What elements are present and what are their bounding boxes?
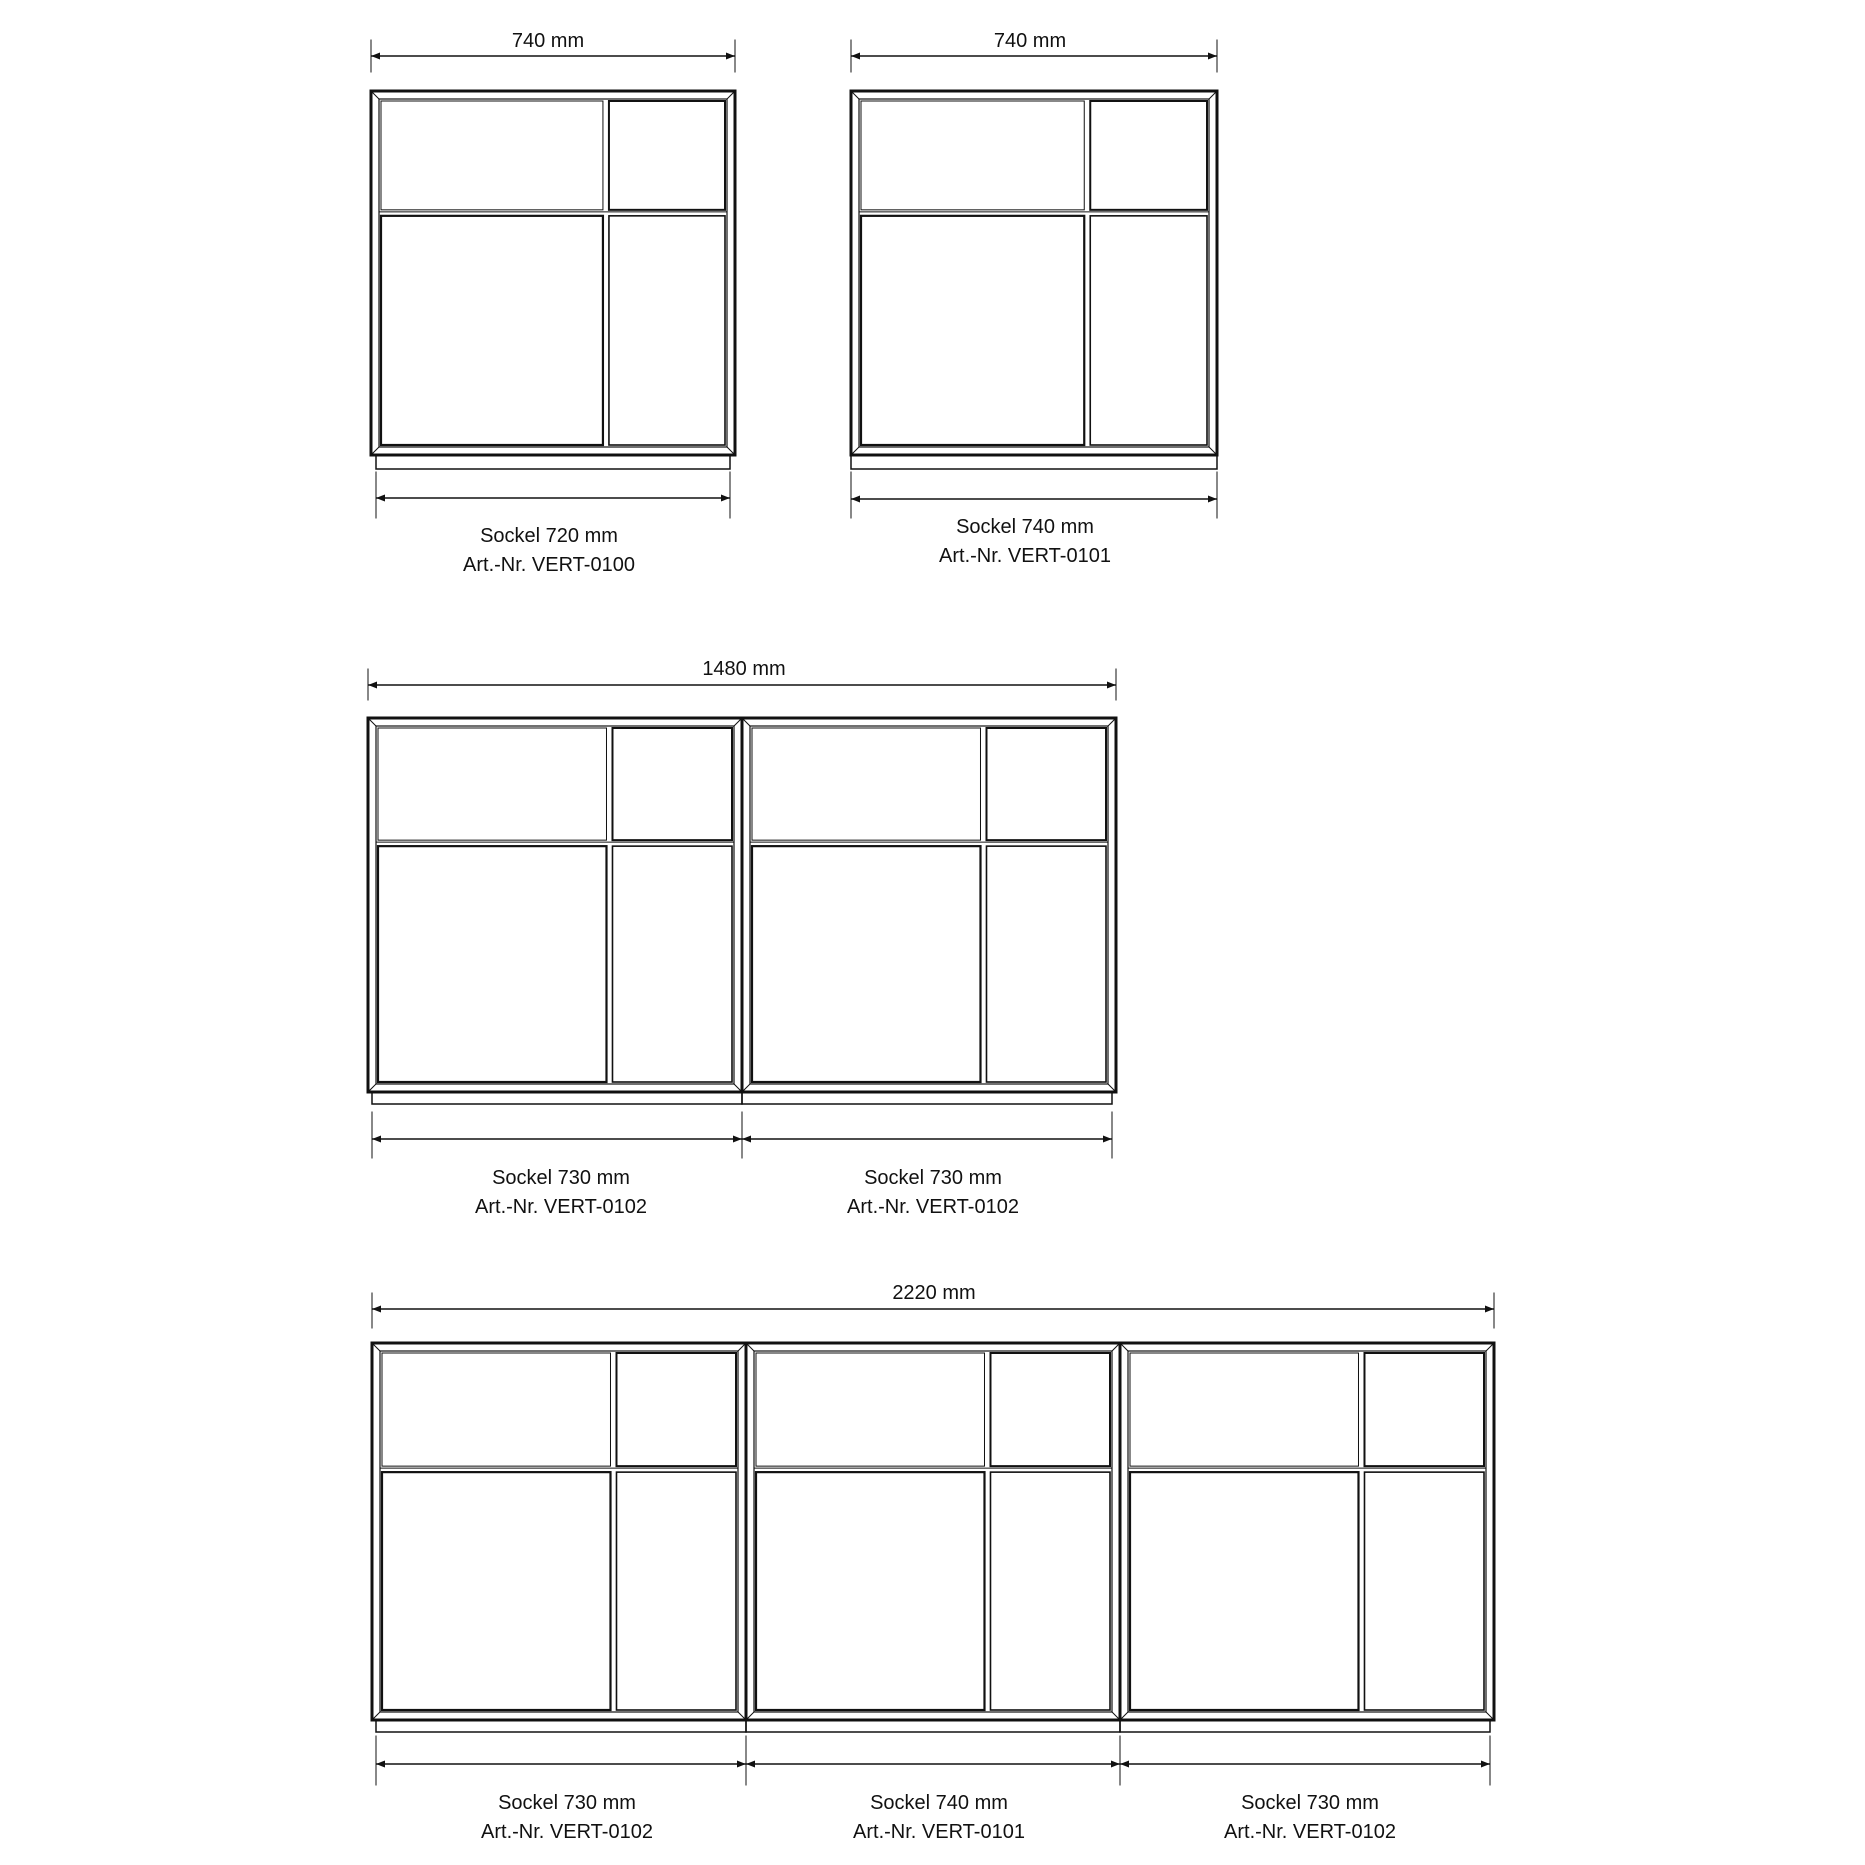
drawer-panel (609, 101, 725, 210)
door-panel (1090, 216, 1207, 445)
door-panel (990, 1472, 1110, 1710)
article-number-label: Art.-Nr. VERT-0101 (853, 1821, 1025, 1843)
cabinet-inner-frame (376, 726, 734, 1084)
plinth (1120, 1720, 1490, 1732)
article-number-label: Art.-Nr. VERT-0101 (939, 545, 1111, 567)
door-panel (1130, 1472, 1358, 1710)
door-panel (378, 728, 606, 840)
plinth (372, 1092, 742, 1104)
plinth (742, 1092, 1112, 1104)
plinth-label: Sockel 740 mm (870, 1792, 1008, 1814)
cabinet-frame (746, 1343, 1120, 1720)
top-dimension-label: 740 mm (993, 30, 1067, 52)
plinth (746, 1720, 1120, 1732)
drawer-panel (990, 1353, 1110, 1466)
door-panel (612, 846, 732, 1082)
article-number-label: Art.-Nr. VERT-0102 (475, 1196, 647, 1218)
article-number-label: Art.-Nr. VERT-0102 (1224, 1821, 1396, 1843)
door-panel (378, 846, 606, 1082)
plinth-label: Sockel 730 mm (1241, 1792, 1379, 1814)
door-panel (381, 216, 603, 445)
overall-width-label: 1480 mm (702, 658, 786, 680)
cabinet-inner-frame (1128, 1351, 1486, 1712)
plinth-label: Sockel 740 mm (956, 516, 1094, 538)
cabinet-inner-frame (750, 726, 1108, 1084)
cabinet-frame (372, 1343, 746, 1720)
door-panel (861, 216, 1084, 445)
cabinet-inner-frame (859, 99, 1209, 447)
plinth (376, 455, 730, 469)
article-number-label: Art.-Nr. VERT-0100 (463, 554, 635, 576)
door-panel (382, 1353, 610, 1466)
door-panel (616, 1472, 736, 1710)
cabinet-inner-frame (754, 1351, 1112, 1712)
door-panel (756, 1353, 984, 1466)
door-panel (861, 101, 1084, 210)
door-panel (752, 846, 980, 1082)
door-panel (1364, 1472, 1484, 1710)
cabinet-frame (742, 718, 1116, 1092)
plinth-label: Sockel 730 mm (492, 1167, 630, 1189)
drawer-panel (1364, 1353, 1484, 1466)
cabinet-frame (1120, 1343, 1494, 1720)
cabinet-frame (368, 718, 742, 1092)
article-number-label: Art.-Nr. VERT-0102 (847, 1196, 1019, 1218)
overall-width-label: 2220 mm (892, 1282, 976, 1304)
drawer-panel (1090, 101, 1207, 210)
cabinet-frame (371, 91, 735, 455)
article-number-label: Art.-Nr. VERT-0102 (481, 1821, 653, 1843)
cabinet-inner-frame (380, 1351, 738, 1712)
top-dimension-label: 740 mm (511, 30, 585, 52)
plinth (851, 455, 1217, 469)
door-panel (381, 101, 603, 210)
plinth-label: Sockel 730 mm (864, 1167, 1002, 1189)
drawer-panel (612, 728, 732, 840)
plinth-label: Sockel 720 mm (480, 525, 618, 547)
plinth-label: Sockel 730 mm (498, 1792, 636, 1814)
door-panel (382, 1472, 610, 1710)
door-panel (609, 216, 725, 445)
drawer-panel (986, 728, 1106, 840)
cabinet-inner-frame (379, 99, 727, 447)
cabinet-frame (851, 91, 1217, 455)
drawer-panel (616, 1353, 736, 1466)
door-panel (1130, 1353, 1358, 1466)
door-panel (752, 728, 980, 840)
door-panel (986, 846, 1106, 1082)
door-panel (756, 1472, 984, 1710)
plinth (376, 1720, 746, 1732)
